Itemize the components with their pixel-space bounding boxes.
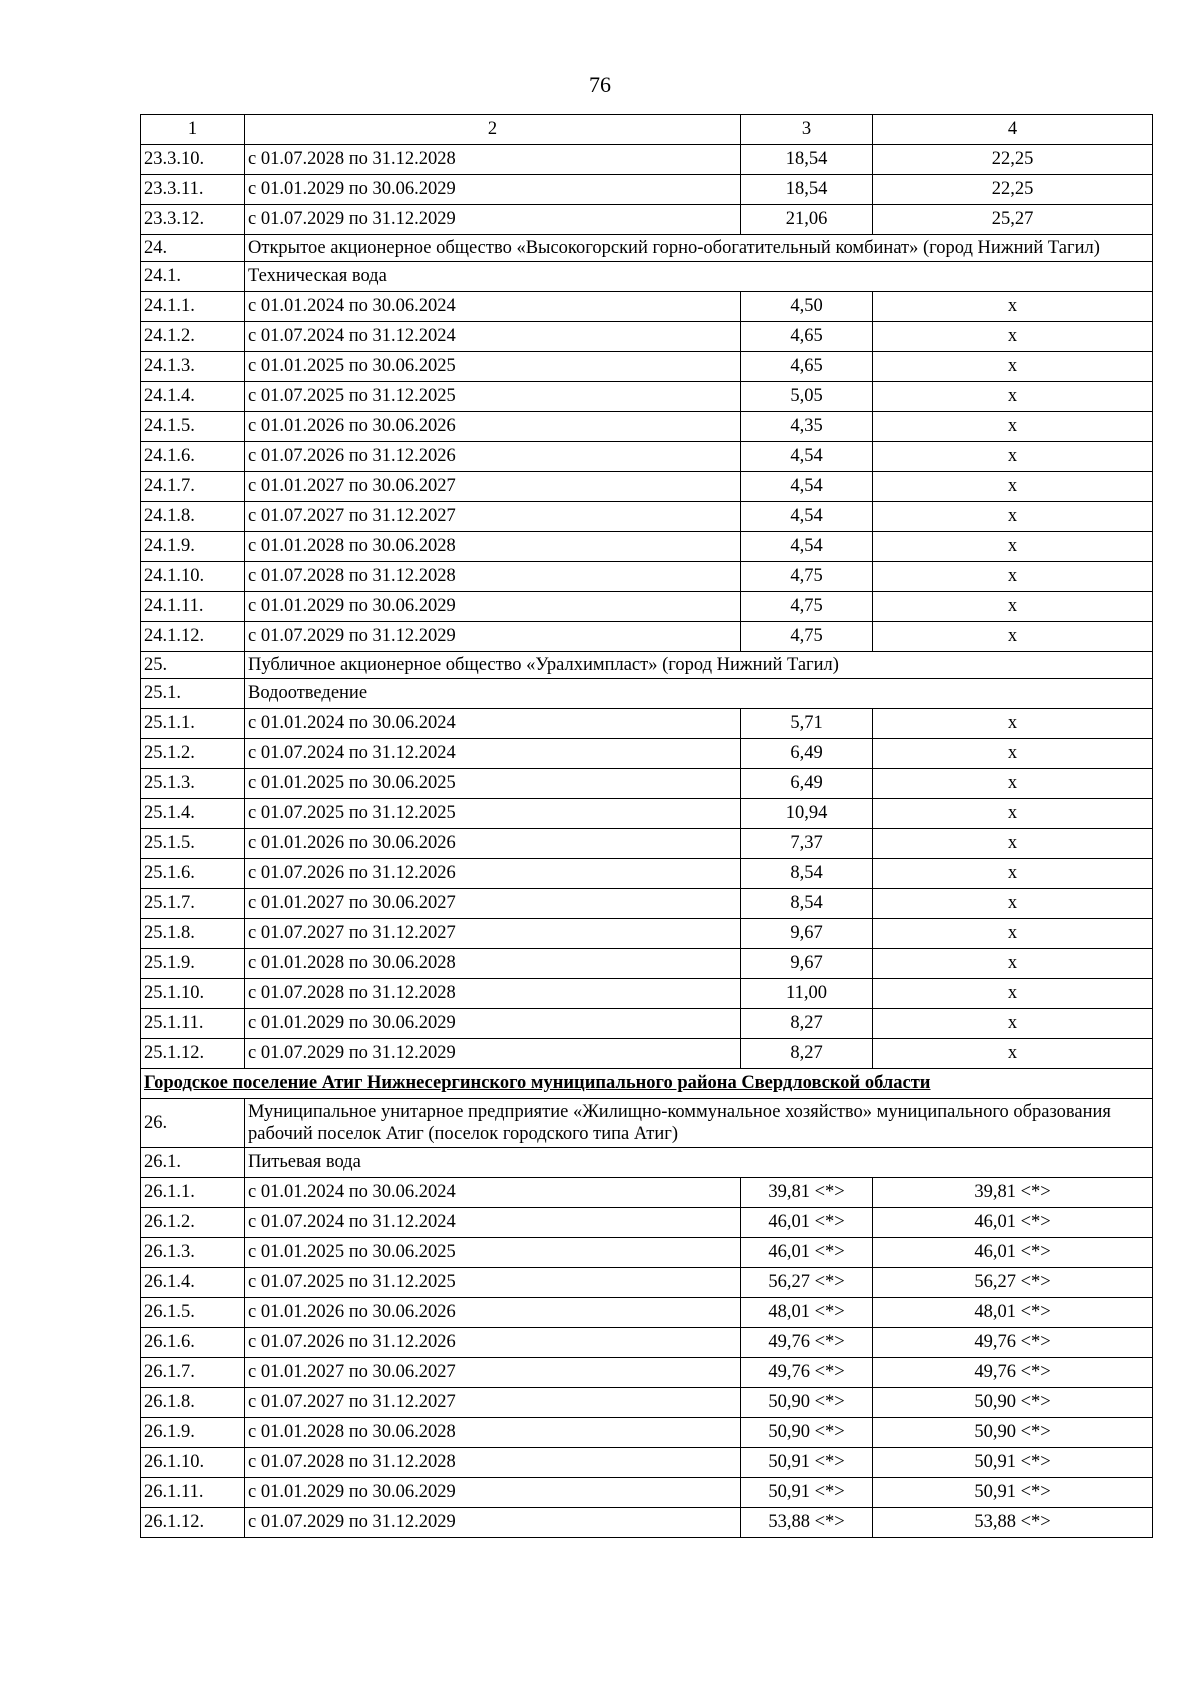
row-number: 25.1.8.	[141, 919, 245, 949]
tariff-value-col4: х	[873, 532, 1153, 562]
row-number: 26.	[141, 1099, 245, 1148]
tariff-value-col3: 7,37	[741, 829, 873, 859]
tariff-row	[141, 532, 1153, 562]
period-cell: с 01.01.2026 по 30.06.2026	[245, 412, 741, 442]
period-cell: с 01.07.2024 по 31.12.2024	[245, 1208, 741, 1238]
tariff-value-col3: 50,91 <*>	[741, 1448, 873, 1478]
period-cell: с 01.01.2025 по 30.06.2025	[245, 769, 741, 799]
row-number: 25.1.2.	[141, 739, 245, 769]
tariff-value-col3: 50,90 <*>	[741, 1388, 873, 1418]
period-cell: с 01.07.2026 по 31.12.2026	[245, 442, 741, 472]
tariff-row	[141, 829, 1153, 859]
tariff-row	[141, 1388, 1153, 1418]
tariff-value-col4: х	[873, 412, 1153, 442]
row-number: 24.	[141, 235, 245, 262]
tariff-row	[141, 919, 1153, 949]
period-cell: с 01.01.2027 по 30.06.2027	[245, 889, 741, 919]
row-number: 26.1.	[141, 1148, 245, 1178]
row-number: 26.1.9.	[141, 1418, 245, 1448]
tariff-value-col4: х	[873, 919, 1153, 949]
row-number: 23.3.12.	[141, 205, 245, 235]
period-cell: с 01.01.2029 по 30.06.2029	[245, 592, 741, 622]
tariff-value-col4: 56,27 <*>	[873, 1268, 1153, 1298]
period-cell: с 01.07.2025 по 31.12.2025	[245, 1268, 741, 1298]
tariff-value-col3: 4,54	[741, 532, 873, 562]
row-number: 24.1.3.	[141, 352, 245, 382]
tariff-value-col3: 46,01 <*>	[741, 1208, 873, 1238]
row-number: 25.1.5.	[141, 829, 245, 859]
tariff-value-col4: х	[873, 442, 1153, 472]
tariff-value-col4: х	[873, 739, 1153, 769]
period-cell: с 01.01.2029 по 30.06.2029	[245, 1009, 741, 1039]
row-number: 24.1.9.	[141, 532, 245, 562]
period-cell: с 01.07.2025 по 31.12.2025	[245, 382, 741, 412]
tariff-row	[141, 1178, 1153, 1208]
tariff-value-col3: 9,67	[741, 919, 873, 949]
tariff-value-col3: 18,54	[741, 175, 873, 205]
row-number: 26.1.8.	[141, 1388, 245, 1418]
row-number: 24.1.8.	[141, 502, 245, 532]
period-cell: с 01.01.2024 по 30.06.2024	[245, 292, 741, 322]
tariff-value-col3: 50,91 <*>	[741, 1478, 873, 1508]
row-number: 24.1.6.	[141, 442, 245, 472]
tariff-value-col3: 8,27	[741, 1009, 873, 1039]
tariff-value-col3: 50,90 <*>	[741, 1418, 873, 1448]
tariff-value-col3: 10,94	[741, 799, 873, 829]
tariff-value-col4: х	[873, 502, 1153, 532]
period-cell: с 01.01.2028 по 30.06.2028	[245, 532, 741, 562]
tariff-value-col3: 9,67	[741, 949, 873, 979]
row-number: 26.1.6.	[141, 1328, 245, 1358]
tariff-row	[141, 292, 1153, 322]
tariff-value-col4: х	[873, 622, 1153, 652]
tariff-row	[141, 1009, 1153, 1039]
period-cell: с 01.07.2026 по 31.12.2026	[245, 1328, 741, 1358]
period-cell: с 01.01.2026 по 30.06.2026	[245, 829, 741, 859]
tariff-value-col4: 46,01 <*>	[873, 1238, 1153, 1268]
row-number: 25.1.4.	[141, 799, 245, 829]
row-number: 26.1.12.	[141, 1508, 245, 1538]
tariff-value-col3: 49,76 <*>	[741, 1328, 873, 1358]
period-cell: с 01.07.2025 по 31.12.2025	[245, 799, 741, 829]
tariff-row	[141, 472, 1153, 502]
tariff-value-col3: 39,81 <*>	[741, 1178, 873, 1208]
tariff-row	[141, 1238, 1153, 1268]
tariff-value-col4: х	[873, 859, 1153, 889]
row-number: 24.1.10.	[141, 562, 245, 592]
tariff-row	[141, 1418, 1153, 1448]
period-cell: с 01.07.2029 по 31.12.2029	[245, 1508, 741, 1538]
tariff-row	[141, 322, 1153, 352]
tariff-row	[141, 889, 1153, 919]
row-number: 25.1.1.	[141, 709, 245, 739]
table-header-row	[141, 115, 1153, 145]
row-number: 25.1.7.	[141, 889, 245, 919]
tariff-value-col4: х	[873, 292, 1153, 322]
period-cell: с 01.07.2024 по 31.12.2024	[245, 739, 741, 769]
organization-row	[141, 652, 1153, 679]
tariff-value-col4: 22,25	[873, 175, 1153, 205]
tariff-row	[141, 799, 1153, 829]
tariff-value-col4: 50,91 <*>	[873, 1478, 1153, 1508]
tariff-value-col3: 5,71	[741, 709, 873, 739]
tariff-value-col4: 22,25	[873, 145, 1153, 175]
period-cell: с 01.07.2027 по 31.12.2027	[245, 502, 741, 532]
tariff-value-col4: 25,27	[873, 205, 1153, 235]
tariff-row	[141, 1298, 1153, 1328]
table-body	[141, 115, 1153, 1538]
tariff-row	[141, 979, 1153, 1009]
row-number: 23.3.10.	[141, 145, 245, 175]
tariff-row	[141, 709, 1153, 739]
tariff-value-col3: 56,27 <*>	[741, 1268, 873, 1298]
period-cell: с 01.01.2025 по 30.06.2025	[245, 1238, 741, 1268]
tariff-value-col3: 6,49	[741, 739, 873, 769]
tariff-row	[141, 145, 1153, 175]
row-number: 24.1.5.	[141, 412, 245, 442]
tariff-row	[141, 412, 1153, 442]
tariff-value-col3: 4,54	[741, 472, 873, 502]
row-number: 25.1.6.	[141, 859, 245, 889]
service-name: Питьевая вода	[245, 1148, 1153, 1178]
tariff-value-col3: 53,88 <*>	[741, 1508, 873, 1538]
period-cell: с 01.07.2028 по 31.12.2028	[245, 1448, 741, 1478]
tariff-row	[141, 562, 1153, 592]
tariff-row	[141, 442, 1153, 472]
row-number: 25.1.11.	[141, 1009, 245, 1039]
period-cell: с 01.01.2029 по 30.06.2029	[245, 1478, 741, 1508]
period-cell: с 01.07.2028 по 31.12.2028	[245, 562, 741, 592]
row-number: 23.3.11.	[141, 175, 245, 205]
service-name: Водоотведение	[245, 679, 1153, 709]
tariff-value-col3: 4,50	[741, 292, 873, 322]
tariff-row	[141, 352, 1153, 382]
service-group-row	[141, 679, 1153, 709]
municipality-title: Городское поселение Атиг Нижнесергинского муниципального района Свердловской области	[141, 1069, 1153, 1099]
period-cell: с 01.01.2024 по 30.06.2024	[245, 709, 741, 739]
organization-row	[141, 1099, 1153, 1148]
period-cell: с 01.07.2026 по 31.12.2026	[245, 859, 741, 889]
tariff-value-col4: х	[873, 949, 1153, 979]
tariff-row	[141, 1478, 1153, 1508]
column-header-1: 1	[141, 115, 245, 145]
tariff-value-col4: х	[873, 472, 1153, 502]
row-number: 24.1.11.	[141, 592, 245, 622]
service-group-row	[141, 1148, 1153, 1178]
tariff-value-col4: х	[873, 562, 1153, 592]
period-cell: с 01.01.2027 по 30.06.2027	[245, 1358, 741, 1388]
tariff-row	[141, 1208, 1153, 1238]
tariff-value-col4: 50,90 <*>	[873, 1418, 1153, 1448]
tariff-value-col4: 49,76 <*>	[873, 1328, 1153, 1358]
period-cell: с 01.01.2029 по 30.06.2029	[245, 175, 741, 205]
period-cell: с 01.07.2027 по 31.12.2027	[245, 919, 741, 949]
period-cell: с 01.07.2024 по 31.12.2024	[245, 322, 741, 352]
tariff-value-col4: х	[873, 352, 1153, 382]
tariff-value-col4: 50,91 <*>	[873, 1448, 1153, 1478]
tariff-row	[141, 1039, 1153, 1069]
row-number: 24.1.7.	[141, 472, 245, 502]
tariff-value-col3: 48,01 <*>	[741, 1298, 873, 1328]
tariff-value-col3: 11,00	[741, 979, 873, 1009]
period-cell: с 01.07.2028 по 31.12.2028	[245, 145, 741, 175]
tariff-value-col3: 4,35	[741, 412, 873, 442]
period-cell: с 01.01.2024 по 30.06.2024	[245, 1178, 741, 1208]
tariff-value-col3: 49,76 <*>	[741, 1358, 873, 1388]
period-cell: с 01.07.2028 по 31.12.2028	[245, 979, 741, 1009]
tariff-value-col4: х	[873, 592, 1153, 622]
row-number: 26.1.1.	[141, 1178, 245, 1208]
tariff-value-col3: 21,06	[741, 205, 873, 235]
column-header-2: 2	[245, 115, 741, 145]
tariff-value-col4: х	[873, 799, 1153, 829]
row-number: 25.1.12.	[141, 1039, 245, 1069]
organization-row	[141, 235, 1153, 262]
tariff-row	[141, 949, 1153, 979]
tariff-value-col4: х	[873, 322, 1153, 352]
tariff-value-col3: 4,65	[741, 352, 873, 382]
service-name: Техническая вода	[245, 262, 1153, 292]
tariff-row	[141, 1328, 1153, 1358]
tariff-table	[140, 114, 1153, 1538]
tariff-value-col3: 6,49	[741, 769, 873, 799]
row-number: 26.1.4.	[141, 1268, 245, 1298]
organization-name: Открытое акционерное общество «Высокогорский горно-обогатительный комбинат» (город Нижний Тагил)	[245, 235, 1153, 262]
tariff-row	[141, 502, 1153, 532]
row-number: 24.1.	[141, 262, 245, 292]
tariff-value-col4: х	[873, 979, 1153, 1009]
row-number: 24.1.4.	[141, 382, 245, 412]
period-cell: с 01.07.2029 по 31.12.2029	[245, 205, 741, 235]
row-number: 26.1.10.	[141, 1448, 245, 1478]
column-header-3: 3	[741, 115, 873, 145]
period-cell: с 01.01.2027 по 30.06.2027	[245, 472, 741, 502]
municipality-section-row	[141, 1069, 1153, 1099]
tariff-row	[141, 175, 1153, 205]
tariff-value-col4: 39,81 <*>	[873, 1178, 1153, 1208]
row-number: 24.1.2.	[141, 322, 245, 352]
tariff-value-col4: х	[873, 889, 1153, 919]
tariff-row	[141, 592, 1153, 622]
row-number: 26.1.11.	[141, 1478, 245, 1508]
page-number: 76	[589, 72, 611, 97]
period-cell: с 01.01.2028 по 30.06.2028	[245, 1418, 741, 1448]
tariff-row	[141, 382, 1153, 412]
period-cell: с 01.01.2025 по 30.06.2025	[245, 352, 741, 382]
tariff-row	[141, 1268, 1153, 1298]
organization-name: Публичное акционерное общество «Уралхимпласт» (город Нижний Тагил)	[245, 652, 1153, 679]
tariff-row	[141, 769, 1153, 799]
row-number: 25.1.10.	[141, 979, 245, 1009]
period-cell: с 01.01.2026 по 30.06.2026	[245, 1298, 741, 1328]
tariff-value-col3: 46,01 <*>	[741, 1238, 873, 1268]
tariff-value-col4: х	[873, 709, 1153, 739]
tariff-row	[141, 622, 1153, 652]
tariff-row	[141, 739, 1153, 769]
tariff-row	[141, 859, 1153, 889]
tariff-value-col4: 48,01 <*>	[873, 1298, 1153, 1328]
tariff-value-col3: 4,65	[741, 322, 873, 352]
tariff-value-col3: 18,54	[741, 145, 873, 175]
row-number: 25.	[141, 652, 245, 679]
tariff-value-col3: 4,75	[741, 592, 873, 622]
period-cell: с 01.07.2027 по 31.12.2027	[245, 1388, 741, 1418]
row-number: 26.1.5.	[141, 1298, 245, 1328]
tariff-value-col4: х	[873, 829, 1153, 859]
tariff-value-col4: 49,76 <*>	[873, 1358, 1153, 1388]
row-number: 24.1.12.	[141, 622, 245, 652]
tariff-row	[141, 1508, 1153, 1538]
tariff-value-col3: 4,54	[741, 502, 873, 532]
tariff-value-col3: 4,75	[741, 622, 873, 652]
period-cell: с 01.07.2029 по 31.12.2029	[245, 1039, 741, 1069]
row-number: 26.1.7.	[141, 1358, 245, 1388]
tariff-value-col4: 53,88 <*>	[873, 1508, 1153, 1538]
period-cell: с 01.07.2029 по 31.12.2029	[245, 622, 741, 652]
row-number: 25.1.3.	[141, 769, 245, 799]
tariff-value-col4: 46,01 <*>	[873, 1208, 1153, 1238]
tariff-value-col3: 4,75	[741, 562, 873, 592]
tariff-value-col4: х	[873, 769, 1153, 799]
tariff-value-col3: 5,05	[741, 382, 873, 412]
tariff-value-col4: х	[873, 382, 1153, 412]
row-number: 25.1.9.	[141, 949, 245, 979]
period-cell: с 01.01.2028 по 30.06.2028	[245, 949, 741, 979]
tariff-value-col4: 50,90 <*>	[873, 1388, 1153, 1418]
row-number: 26.1.2.	[141, 1208, 245, 1238]
row-number: 24.1.1.	[141, 292, 245, 322]
tariff-value-col4: х	[873, 1039, 1153, 1069]
tariff-value-col3: 8,27	[741, 1039, 873, 1069]
tariff-row	[141, 1448, 1153, 1478]
organization-name: Муниципальное унитарное предприятие «Жилищно-коммунальное хозяйство» муниципального образования рабочий поселок Атиг (поселок городского типа Атиг)	[245, 1099, 1153, 1148]
tariff-row	[141, 1358, 1153, 1388]
column-header-4: 4	[873, 115, 1153, 145]
service-group-row	[141, 262, 1153, 292]
tariff-value-col3: 4,54	[741, 442, 873, 472]
tariff-row	[141, 205, 1153, 235]
tariff-value-col4: х	[873, 1009, 1153, 1039]
row-number: 26.1.3.	[141, 1238, 245, 1268]
tariff-value-col3: 8,54	[741, 889, 873, 919]
row-number: 25.1.	[141, 679, 245, 709]
tariff-value-col3: 8,54	[741, 859, 873, 889]
